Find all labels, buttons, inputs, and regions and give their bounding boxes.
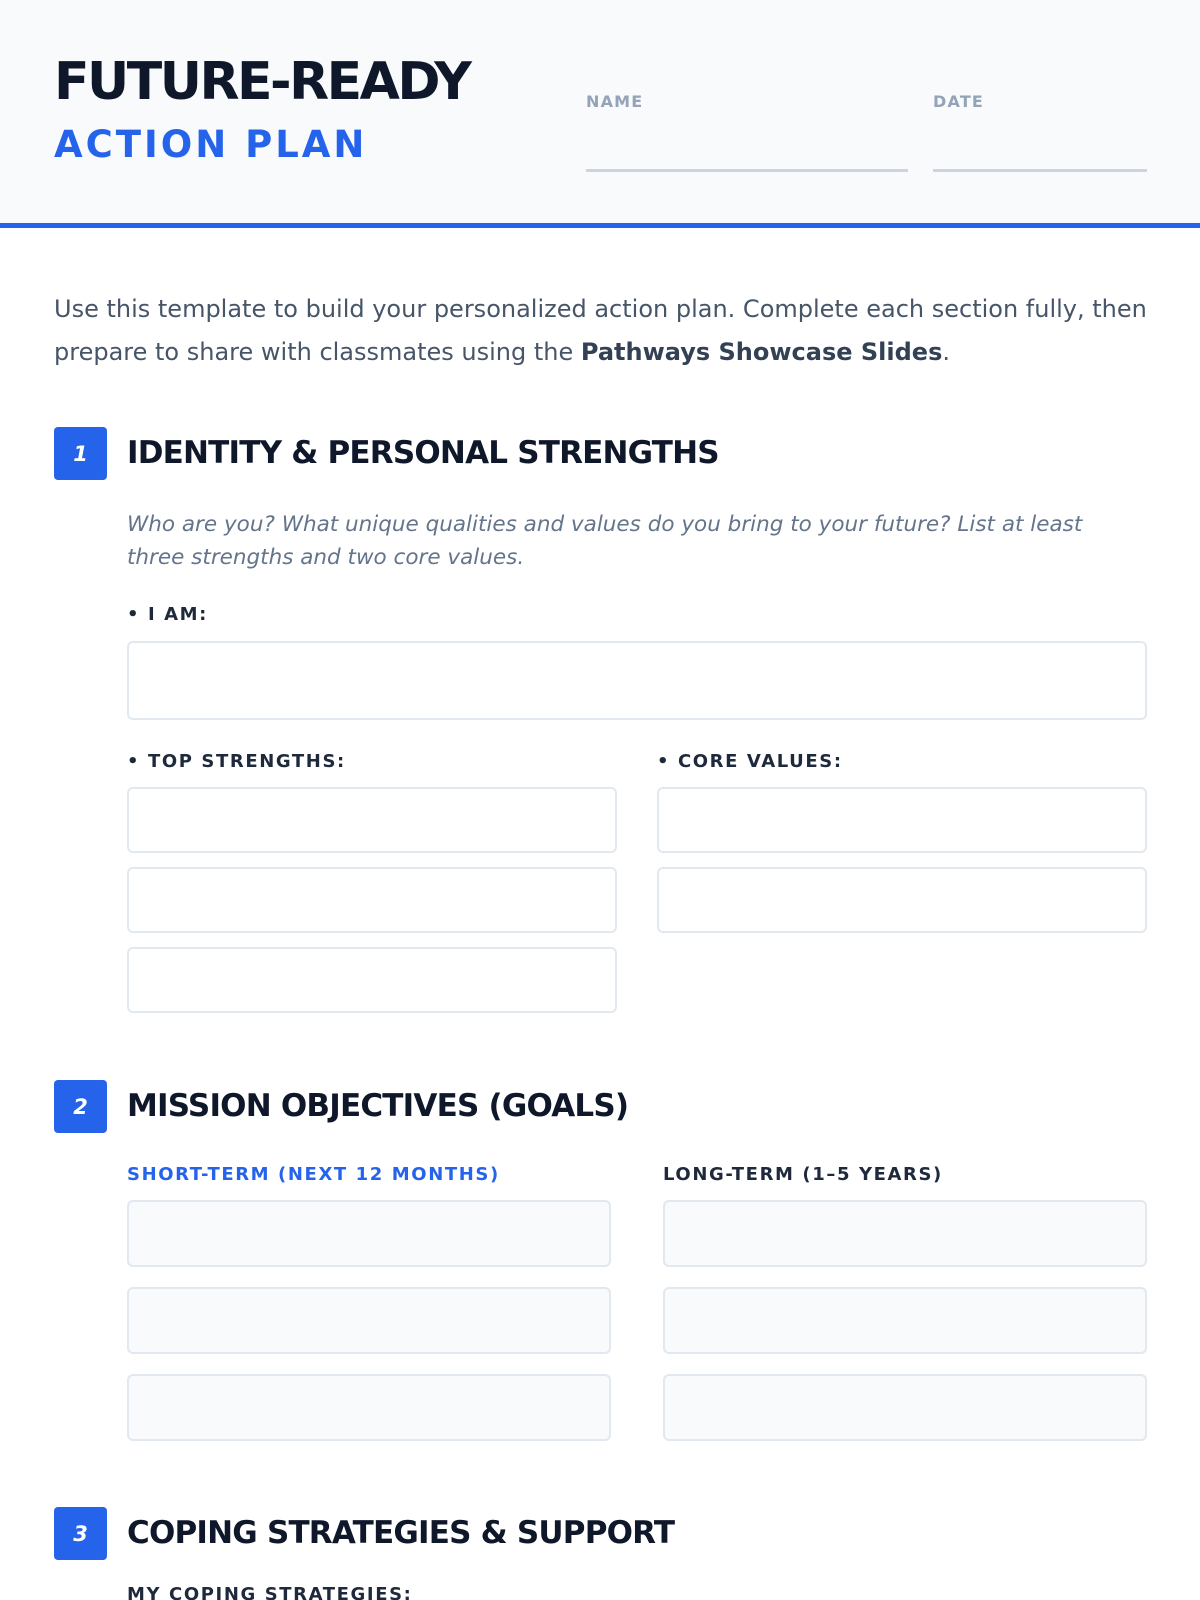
long-term-label: LONG-TERM (1–5 YEARS) <box>663 1164 943 1185</box>
page-subtitle: ACTION PLAN <box>54 123 368 166</box>
short-term-goal-2[interactable] <box>127 1287 611 1354</box>
section-3-title: COPING STRATEGIES & SUPPORT <box>127 1515 675 1551</box>
section-2-badge: 2 <box>54 1080 107 1133</box>
core-value-field-1[interactable] <box>657 787 1147 853</box>
showcase-slides-reference: Pathways Showcase Slides <box>580 338 943 366</box>
name-label: NAME <box>586 92 644 111</box>
section-3-badge: 3 <box>54 1507 107 1560</box>
short-term-label: SHORT-TERM (NEXT 12 MONTHS) <box>127 1164 500 1185</box>
i-am-field[interactable] <box>127 641 1147 720</box>
section-2-title: MISSION OBJECTIVES (GOALS) <box>127 1088 629 1124</box>
intro-text <box>54 288 1154 374</box>
core-value-field-2[interactable] <box>657 867 1147 933</box>
section-1-badge: 1 <box>54 427 107 480</box>
strength-field-1[interactable] <box>127 787 617 853</box>
coping-strategies-label: MY COPING STRATEGIES: <box>127 1584 413 1600</box>
core-values-label: • CORE VALUES: <box>657 751 843 772</box>
page-header <box>0 0 1200 228</box>
intro-text-end: . <box>942 338 950 366</box>
strength-field-3[interactable] <box>127 947 617 1013</box>
strength-field-2[interactable] <box>127 867 617 933</box>
name-field[interactable] <box>586 120 908 172</box>
top-strengths-label: • TOP STRENGTHS: <box>127 751 346 772</box>
section-1-title: IDENTITY & PERSONAL STRENGTHS <box>127 435 719 471</box>
short-term-goal-3[interactable] <box>127 1374 611 1441</box>
page-title: FUTURE-READY <box>54 52 470 112</box>
short-term-goal-1[interactable] <box>127 1200 611 1267</box>
intro-text-start: Use this template to build your personalized action plan. Complete each section fully, then prepare to share with classmates using the <box>54 295 1147 366</box>
long-term-goal-3[interactable] <box>663 1374 1147 1441</box>
long-term-goal-2[interactable] <box>663 1287 1147 1354</box>
date-label: DATE <box>933 92 985 111</box>
section-1-prompt: Who are you? What unique qualities and values do you bring to your future? List at least three strengths and two core values. <box>127 512 1083 570</box>
i-am-label: • I AM: <box>127 604 208 625</box>
long-term-goal-1[interactable] <box>663 1200 1147 1267</box>
date-field[interactable] <box>933 120 1147 172</box>
